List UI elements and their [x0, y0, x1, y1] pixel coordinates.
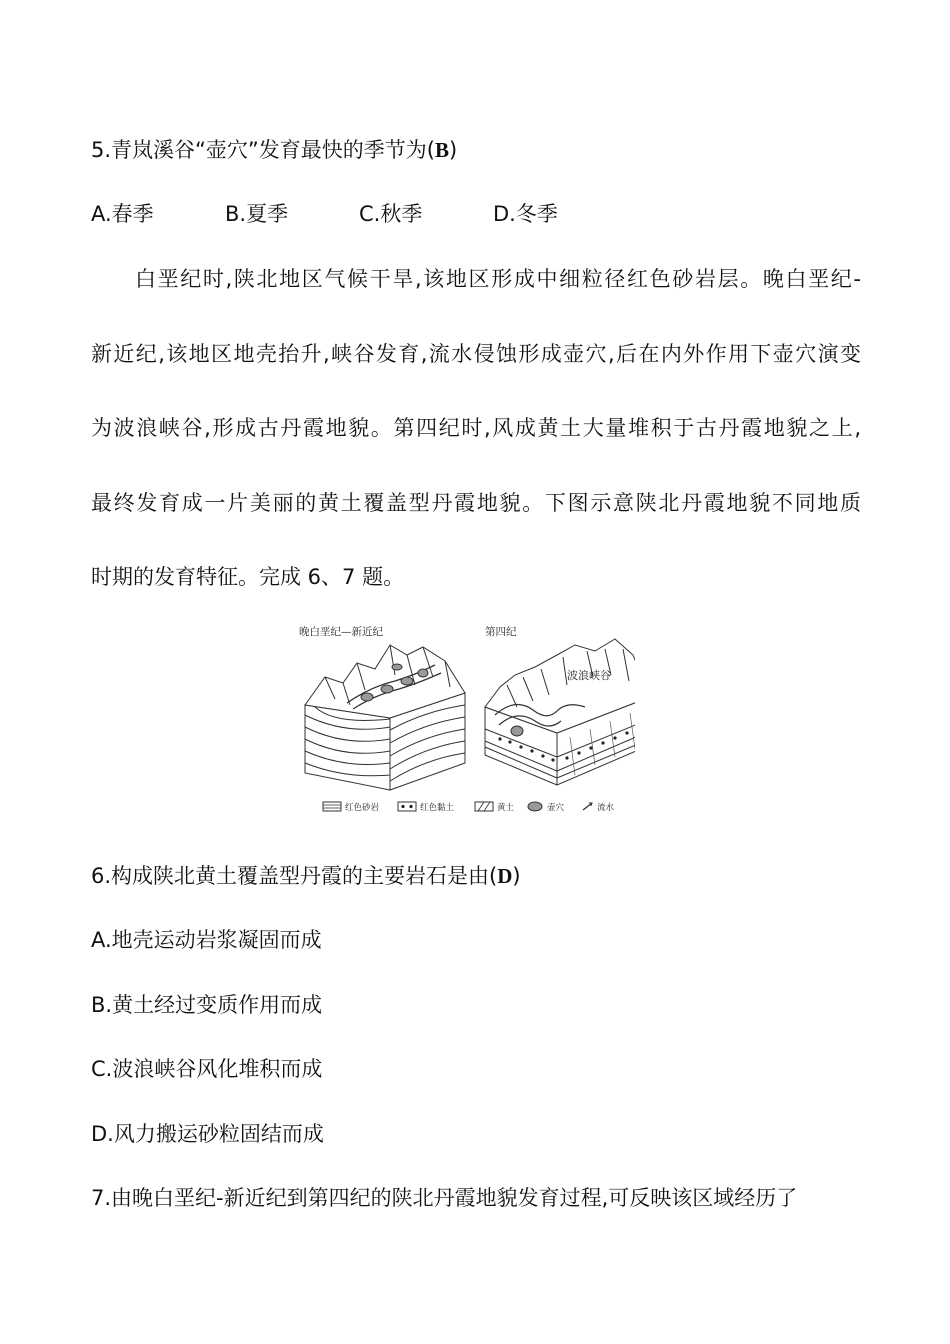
legend	[323, 802, 615, 813]
passage-line-1: 白垩纪时,陕北地区气候干旱,该地区形成中细粒径红色砂岩层。晚白垩纪-	[135, 267, 861, 291]
figure-right-title: 第四纪	[485, 626, 517, 638]
q6-stem-text: 6.构成陕北黄土覆盖型丹霞的主要岩石是由(	[91, 864, 498, 888]
geology-figure	[295, 615, 635, 820]
q6-option-d[interactable]: D.风力搬运砂粒固结而成	[91, 1122, 324, 1146]
q5-stem	[91, 136, 457, 164]
flowing-water-icon	[583, 803, 592, 810]
pothole-icon	[381, 685, 393, 693]
q6-option-b[interactable]: B.黄土经过变质作用而成	[91, 993, 323, 1017]
passage-line-5: 时期的发育特征。完成 6、7 题。	[91, 565, 405, 589]
q6-stem	[91, 862, 521, 890]
q6-close: )	[512, 864, 521, 888]
figure-left-title: 晚白垩纪—新近纪	[299, 626, 383, 638]
q6-option-a[interactable]: A.地壳运动岩浆凝固而成	[91, 928, 322, 952]
q5-option-a[interactable]: A.春季	[91, 202, 154, 226]
q6-answer: D	[497, 864, 513, 888]
block-diagrams	[295, 615, 635, 820]
valley-label: 波浪峡谷	[567, 669, 611, 682]
legend-water: 流水	[597, 803, 615, 813]
q5-stem-text: 5.青岚溪谷“壶穴”发育最快的季节为(	[91, 138, 435, 162]
pothole-icon	[418, 669, 428, 677]
passage-line-4: 最终发育成一片美丽的黄土覆盖型丹霞地貌。下图示意陕北丹霞地貌不同地质	[91, 491, 861, 515]
legend-loess: 黄土	[497, 803, 515, 813]
left-block-front-face	[305, 705, 390, 790]
pothole-legend-icon	[528, 802, 542, 811]
q5-answer: B	[435, 138, 450, 162]
q5-close: )	[449, 138, 458, 162]
passage-line-3: 为波浪峡谷,形成古丹霞地貌。第四纪时,风成黄土大量堆积于古丹霞地貌之上,	[91, 416, 861, 440]
q5-option-d[interactable]: D.冬季	[493, 202, 558, 226]
q7-stem: 7.由晚白垩纪-新近纪到第四纪的陕北丹霞地貌发育过程,可反映该区域经历了	[91, 1186, 798, 1210]
q5-option-c[interactable]: C.秋季	[359, 202, 423, 226]
q6-option-c[interactable]: C.波浪峡谷风化堆积而成	[91, 1057, 323, 1081]
q5-option-b[interactable]: B.夏季	[225, 202, 289, 226]
pothole-icon	[511, 726, 523, 736]
pothole-icon	[361, 693, 373, 701]
pothole-icon	[401, 677, 413, 685]
passage-line-2: 新近纪,该地区地壳抬升,峡谷发育,流水侵蚀形成壶穴,后在内外作用下壶穴演变	[91, 342, 861, 366]
legend-pothole: 壶穴	[547, 803, 565, 813]
legend-red-clay: 红色黏土	[420, 803, 455, 813]
legend-sandstone: 红色砂岩	[345, 803, 380, 813]
pothole-icon	[392, 664, 402, 670]
